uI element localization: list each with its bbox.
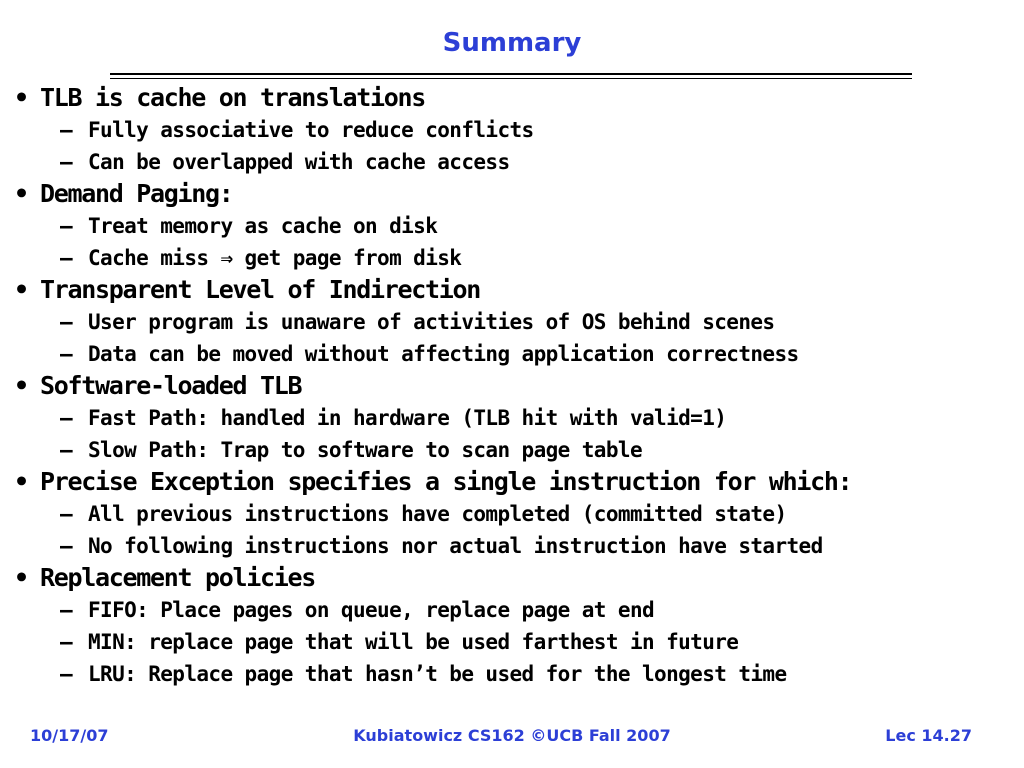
sub-item: – Data can be moved without affecting application correctness [0, 338, 1024, 370]
dash-icon: – [60, 118, 73, 142]
dash-icon: – [60, 598, 73, 622]
bullet-item: • TLB is cache on translations [14, 83, 426, 112]
bullet-item: • Replacement policies [14, 563, 316, 592]
sub-item: – User program is unaware of activities of OS behind scenes [0, 306, 1024, 338]
bullet-item: • Software-loaded TLB [14, 371, 302, 400]
bullet-icon: • [14, 563, 28, 592]
dash-icon: – [60, 246, 73, 270]
dash-icon: – [60, 214, 73, 238]
sub-item: – Slow Path: Trap to software to scan page table [0, 434, 1024, 466]
sub-item: – FIFO: Place pages on queue, replace page at end [0, 594, 1024, 626]
sub-item: – All previous instructions have completed (committed state) [0, 498, 1024, 530]
bullet-icon: • [14, 467, 28, 496]
sub-item: – Treat memory as cache on disk [0, 210, 1024, 242]
dash-icon: – [60, 630, 73, 654]
dash-icon: – [60, 342, 73, 366]
sub-item: – Fully associative to reduce conflicts [0, 114, 1024, 146]
sub-item: – LRU: Replace page that hasn’t be used for the longest time [0, 658, 1024, 690]
sub-item: – Can be overlapped with cache access [0, 146, 1024, 178]
dash-icon: – [60, 310, 73, 334]
bullet-item: • Demand Paging: [14, 179, 233, 208]
title-rule [110, 73, 912, 75]
bullet-icon: • [14, 371, 28, 400]
bullet-icon: • [14, 179, 28, 208]
bullet-item: • Transparent Level of Indirection [14, 275, 481, 304]
footer-date: 10/17/07 [30, 726, 109, 745]
sub-item: – No following instructions nor actual instruction have started [0, 530, 1024, 562]
dash-icon: – [60, 406, 73, 430]
dash-icon: – [60, 502, 73, 526]
bullet-icon: • [14, 83, 28, 112]
footer-lecture: Lec 14.27 [885, 726, 972, 745]
sub-item: – Fast Path: handled in hardware (TLB hit with valid=1) [0, 402, 1024, 434]
bullet-icon: • [14, 275, 28, 304]
bullet-item: • Precise Exception specifies a single instruction for which: [14, 467, 852, 496]
slide-content [0, 82, 1024, 690]
dash-icon: – [60, 662, 73, 686]
title-rule-thin [110, 78, 912, 79]
footer-course: Kubiatowicz CS162 ©UCB Fall 2007 [353, 726, 671, 745]
dash-icon: – [60, 534, 73, 558]
sub-item: – MIN: replace page that will be used farthest in future [0, 626, 1024, 658]
sub-item: – Cache miss ⇒ get page from disk [0, 242, 1024, 274]
dash-icon: – [60, 150, 73, 174]
slide-title: Summary [442, 28, 582, 58]
dash-icon: – [60, 438, 73, 462]
